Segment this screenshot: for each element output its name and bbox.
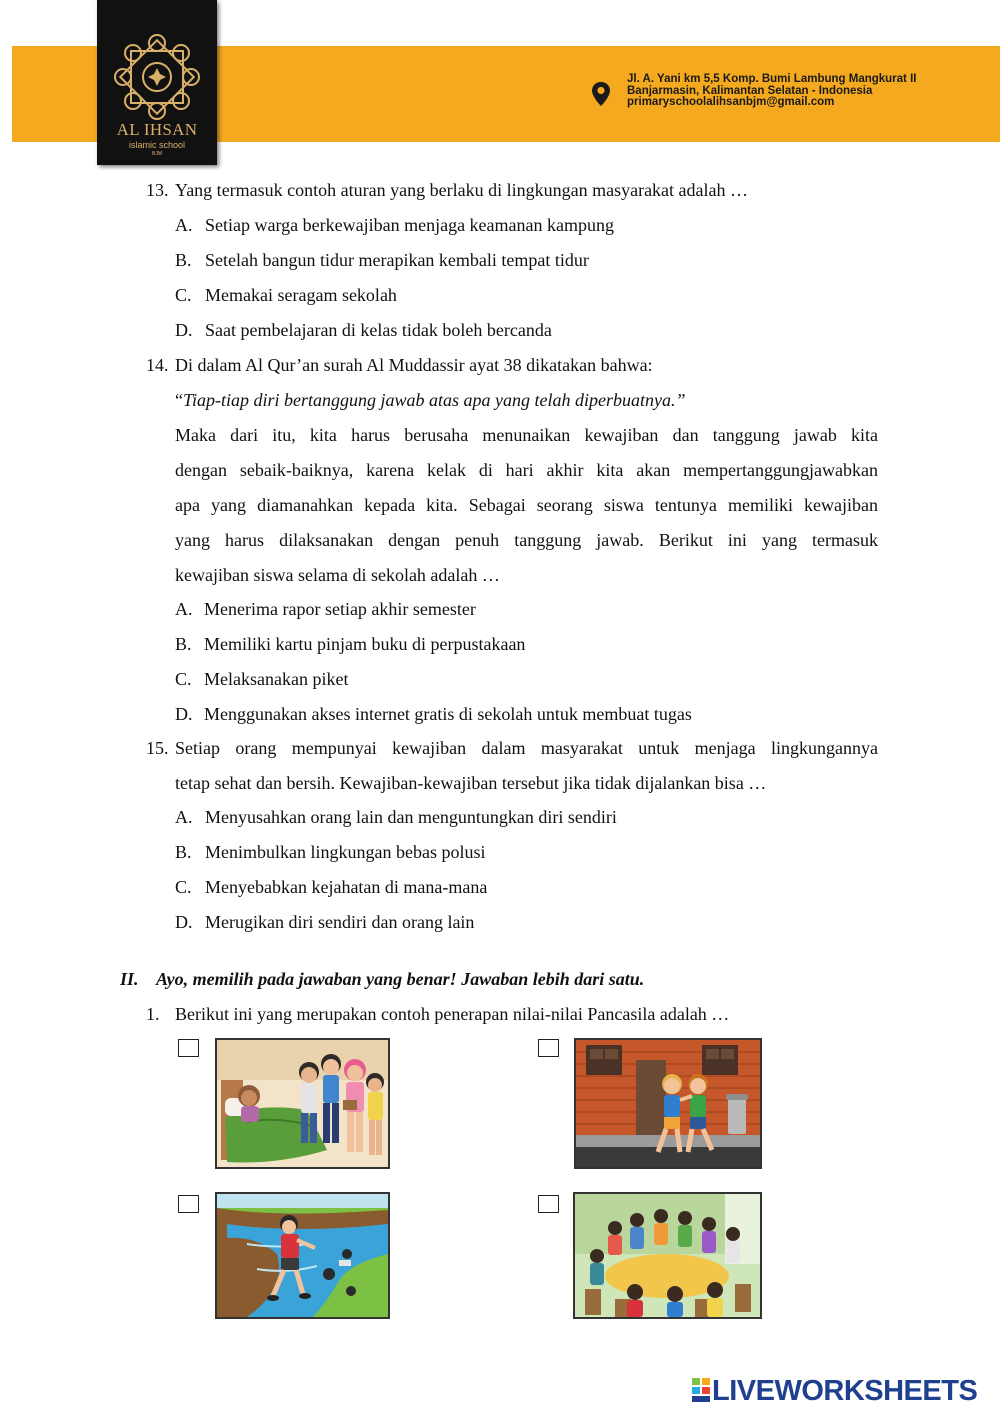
option-letter: A.	[175, 599, 193, 619]
quote-open-mark: “	[175, 390, 183, 410]
option-text: Memakai seragam sekolah	[205, 285, 397, 305]
visiting-sick-friend-picture	[215, 1038, 390, 1169]
quote-text: Tiap-tiap diri bertanggung jawab atas apa yang telah diperbuatnya.”	[183, 390, 686, 410]
option-text: Menerima rapor setiap akhir semester	[204, 599, 476, 619]
option-text: Menyebabkan kejahatan di mana-mana	[205, 877, 488, 897]
option-letter: C.	[175, 669, 192, 689]
answer-checkbox-4[interactable]	[538, 1195, 559, 1213]
question-text: Berikut ini yang merupakan contoh penerapan nilai-nilai Pancasila adalah …	[175, 1004, 730, 1024]
school-subtitle: islamic school	[128, 140, 186, 150]
answer-checkbox-1[interactable]	[178, 1039, 199, 1057]
paragraph-line: yang harus dilaksanakan dengan penuh tanggung jawab. Berikut ini yang termasuk	[175, 530, 878, 550]
answer-checkbox-2[interactable]	[538, 1039, 559, 1057]
section-number: II.	[120, 969, 139, 989]
option-letter: D.	[175, 320, 193, 340]
question-text: Di dalam Al Qur’an surah Al Muddassir ayat 38 dikatakan bahwa:	[175, 355, 653, 375]
question-number: 1.	[146, 1004, 160, 1024]
quote	[175, 389, 686, 411]
paragraph-line: dengan sebaik-baiknya, karena kelak di hari akhir kita akan mempertanggungjawabkan	[175, 460, 878, 480]
option-text: Menyusahkan orang lain dan menguntungkan diri sendiri	[205, 807, 617, 827]
option-text: Setiap warga berkewajiban menjaga keamanan kampung	[205, 215, 615, 235]
option-text: Memiliki kartu pinjam buku di perpustakaan	[204, 634, 526, 654]
question-text: Yang termasuk contoh aturan yang berlaku di lingkungan masyarakat adalah …	[175, 180, 749, 200]
address-email: primaryschoolalihsanbjm@gmail.com	[627, 96, 835, 108]
liveworksheets-brand: LIVEWORKSHEETS	[712, 1375, 978, 1407]
answer-checkbox-3[interactable]	[178, 1195, 199, 1213]
paragraph-line: Maka dari itu, kita harus berusaha menunaikan kewajiban dan tanggung jawab kita	[175, 425, 878, 445]
address-line: Banjarmasin, Kalimantan Selatan - Indonesia	[627, 84, 873, 97]
section-title: Ayo, memilih pada jawaban yang benar! Jawaban lebih dari satu.	[156, 969, 645, 989]
option-text: Merugikan diri sendiri dan orang lain	[205, 912, 475, 932]
option-text: Setelah bangun tidur merapikan kembali tempat tidur	[205, 250, 589, 270]
school-address	[627, 74, 916, 109]
paragraph-line: apa yang diamanahkan kepada kita. Sebagai seorang siswa tentunya memiliki kewajiban	[175, 495, 878, 515]
question-number: 13.	[146, 180, 169, 200]
boys-fighting-picture	[574, 1038, 762, 1169]
option-text: Saat pembelajaran di kelas tidak boleh bercanda	[205, 320, 552, 340]
school-city: BJM	[152, 151, 162, 157]
option-letter: A.	[175, 807, 193, 827]
option-letter: B.	[175, 634, 192, 654]
littering-river-picture	[215, 1192, 390, 1319]
paragraph-line: kewajiban siswa selama di sekolah adalah …	[175, 565, 500, 585]
question-text: Setiap orang mempunyai kewajiban dalam masyarakat untuk menjaga lingkungannya	[175, 738, 878, 758]
section-heading	[120, 968, 644, 990]
liveworksheets-logo-icon	[692, 1378, 710, 1402]
question-text: tetap sehat dan bersih. Kewajiban-kewajiban tersebut jika tidak dijalankan bisa …	[175, 773, 767, 793]
option-letter: C.	[175, 877, 192, 897]
logo-ornament-icon	[105, 33, 209, 121]
group-discussion-picture	[573, 1192, 762, 1319]
school-logo	[97, 0, 217, 165]
option-text: Menimbulkan lingkungan bebas polusi	[205, 842, 486, 862]
option-letter: D.	[175, 912, 193, 932]
school-name: AL IHSAN	[116, 120, 198, 139]
option-letter: B.	[175, 250, 192, 270]
option-letter: A.	[175, 215, 193, 235]
option-letter: B.	[175, 842, 192, 862]
option-letter: D.	[175, 704, 193, 724]
location-pin-icon	[591, 81, 611, 107]
option-text: Menggunakan akses internet gratis di sekolah untuk membuat tugas	[204, 704, 692, 724]
option-text: Melaksanakan piket	[204, 669, 349, 689]
address-line: Jl. A. Yani km 5,5 Komp. Bumi Lambung Mangkurat II	[627, 73, 917, 85]
question-number: 15.	[146, 738, 169, 758]
option-letter: C.	[175, 285, 192, 305]
question-number: 14.	[146, 355, 169, 375]
